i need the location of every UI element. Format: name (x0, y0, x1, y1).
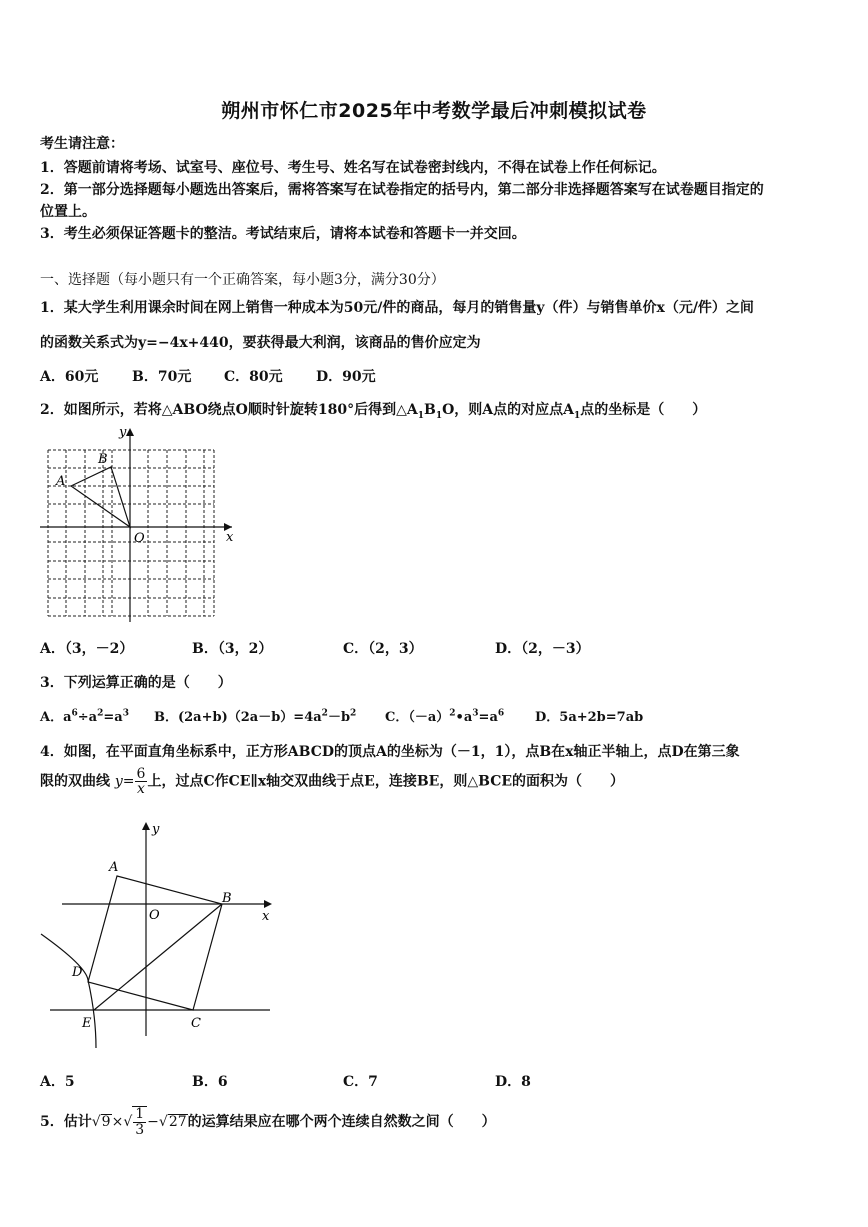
option-text: C．（－a） (385, 710, 450, 725)
question-2-stem (40, 399, 706, 421)
option-b[interactable]: B．（3，2） (192, 641, 273, 657)
question-4-text: 上，过点C作CE∥x轴交双曲线于点E，连接BE，则△BCE的面积为（ ） (147, 773, 625, 790)
superscript: 2 (321, 708, 328, 719)
option-c[interactable]: C．80元 (224, 369, 283, 385)
grid-lines (48, 450, 214, 616)
y-axis-label: y (119, 425, 127, 440)
square-abcd (88, 876, 222, 1010)
option-a[interactable]: A．5 (40, 1074, 75, 1090)
point-e-label: E (82, 1016, 92, 1031)
option-text: •a (455, 710, 473, 725)
point-d-label: D (72, 965, 83, 980)
question-5-stem: 5．估计√9×√ $\frac{1}{3}$ −√27的运算结果应在哪个两个连续自然数之间（ ） (40, 1106, 496, 1138)
x-axis-label: x (262, 909, 270, 924)
notice-item: 1．答题前请将考场、试室号、座位号、考生号、姓名写在试卷密封线内，不得在试卷上作任何标记。 (40, 160, 666, 176)
notice-item: 位置上。 (40, 204, 96, 220)
page-title: 朔州市怀仁市2025年中考数学最后冲刺模拟试卷 (221, 100, 647, 122)
option-text: －b (327, 710, 351, 725)
question-2-text: B (423, 402, 436, 418)
radicand: 27 (168, 1114, 187, 1130)
option-a[interactable]: A．（3，－2） (40, 641, 134, 657)
subscript: 1 (417, 410, 424, 421)
x-axis-label: x (226, 530, 234, 545)
y-axis-arrow (126, 428, 134, 436)
question-2-text: 2．如图所示，若将△ABO绕点O顺时针旋转180°后得到△A (40, 402, 418, 418)
point-a-label: A (56, 474, 66, 489)
question-5-text: 的运算结果应在哪个两个连续自然数之间（ ） (187, 1114, 496, 1130)
option-c[interactable]: C．（2，3） (343, 641, 423, 657)
superscript: 3 (122, 708, 129, 719)
option-d[interactable]: D．（2，－3） (495, 641, 590, 657)
option-b[interactable] (154, 706, 356, 725)
fraction-numerator: 1 (135, 1106, 145, 1122)
grid-figure (36, 422, 246, 628)
fraction-denominator: 3 (135, 1122, 145, 1138)
option-b[interactable]: B．70元 (132, 369, 192, 385)
option-d[interactable]: D．90元 (316, 369, 376, 385)
subscript: 1 (574, 410, 581, 421)
radicand: 9 (101, 1114, 111, 1130)
option-c[interactable]: C．7 (343, 1074, 378, 1090)
notice-item: 3．考生必须保证答题卡的整洁。考试结束后，请将本试卷和答题卡一并交回。 (40, 226, 526, 242)
minus-sign: − (147, 1114, 159, 1130)
subscript: 1 (435, 410, 443, 421)
question-4-text: 限的双曲线 (40, 773, 110, 790)
equation-y: y (114, 773, 123, 790)
question-1-line: 1．某大学生利用课余时间在网上销售一种成本为50元/件的商品，每月的销售量y（件）与销售单价x（元/件）之间 (40, 300, 754, 316)
option-d[interactable]: D．8 (495, 1074, 531, 1090)
option-text: =a (478, 710, 498, 725)
superscript: 6 (71, 708, 78, 719)
option-a[interactable] (40, 706, 129, 725)
option-d[interactable]: D．5a+2b=7ab (535, 710, 644, 725)
triangle-abo (71, 467, 130, 527)
times-sign: × (111, 1114, 124, 1130)
option-text: =a (103, 710, 123, 725)
point-c-label: C (191, 1016, 201, 1031)
point-b-label: B (222, 891, 232, 906)
question-5-text: 5．估计 (40, 1114, 92, 1130)
notice-item: 2．第一部分选择题每小题选出答案后，需将答案写在试卷指定的括号内，第二部分非选择题答案写在试卷题目指定的 (40, 182, 764, 198)
superscript: 2 (350, 708, 357, 719)
y-axis-arrow (142, 822, 150, 830)
coordinate-figure (36, 816, 280, 1054)
y-axis-label: y (152, 822, 160, 837)
equation-equals: = (122, 773, 135, 790)
question-3-stem: 3．下列运算正确的是（ ） (40, 675, 232, 691)
point-a-label: A (109, 860, 119, 875)
question-2-text: 点的坐标是（ ） (580, 402, 707, 418)
fraction-denominator: x (137, 781, 145, 797)
point-b-label: B (98, 452, 108, 467)
equation-fraction (135, 767, 148, 796)
fraction-numerator: 6 (136, 766, 146, 782)
superscript: 6 (497, 708, 505, 719)
option-b[interactable]: B．6 (192, 1074, 228, 1090)
question-4-line: 4．如图，在平面直角坐标系中，正方形ABCD的顶点A的坐标为（－1，1），点B在x轴正半轴上，点D在第三象 (40, 744, 740, 760)
notice-heading: 考生请注意： (40, 136, 124, 152)
superscript: 2 (449, 708, 456, 719)
question-2-text: O，则A点的对应点A (442, 402, 575, 418)
question-1-line: 的函数关系式为y=−4x+440，要获得最大利润，该商品的售价应定为 (40, 335, 481, 351)
option-a[interactable]: A．60元 (40, 369, 99, 385)
origin-label: O (134, 531, 145, 546)
option-text: B．(2a+b)（2a－b）=4a (154, 710, 322, 725)
option-text: ÷a (77, 710, 98, 725)
superscript: 3 (472, 708, 479, 719)
option-c[interactable] (385, 706, 504, 725)
origin-label: O (149, 908, 160, 923)
superscript: 2 (97, 708, 104, 719)
x-axis-arrow (264, 900, 272, 908)
radical-fraction (132, 1106, 147, 1138)
option-text: A．a (40, 710, 72, 725)
question-4-line (40, 767, 624, 796)
section-heading: 一、选择题（每小题只有一个正确答案，每小题3分，满分30分） (40, 272, 445, 288)
